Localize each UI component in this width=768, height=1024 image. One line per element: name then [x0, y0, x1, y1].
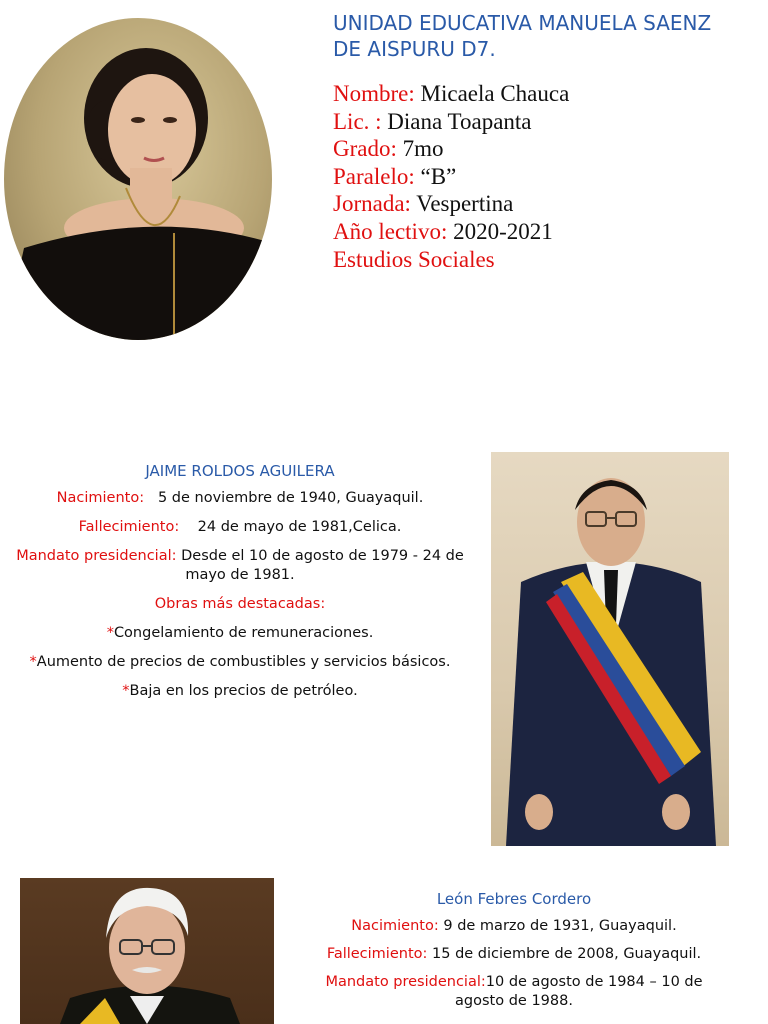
- jaime-work-item: [10, 653, 470, 672]
- info-label: Jornada:: [333, 191, 411, 217]
- jaime-works-heading: Obras más destacadas:: [154, 596, 326, 612]
- info-value: 2020-2021: [447, 218, 553, 244]
- leon-febres-cordero-section: [300, 890, 728, 1020]
- jaime-work-item: [10, 624, 470, 643]
- info-lic: [333, 108, 753, 136]
- birth-value: 9 de marzo de 1931, Guayaquil.: [438, 918, 677, 934]
- portrait-manuela-saenz: [4, 18, 272, 340]
- info-label: Año lectivo:: [333, 218, 448, 244]
- jaime-death: [10, 518, 470, 537]
- info-value: 7mo: [396, 136, 444, 162]
- death-label: Fallecimiento:: [78, 519, 180, 535]
- mandate-label: Mandato presidencial:: [16, 548, 177, 564]
- leon-death: [300, 945, 728, 964]
- birth-label: Nacimiento:: [351, 918, 439, 934]
- work-text: Aumento de precios de combustibles y servicios básicos.: [36, 654, 451, 670]
- leon-birth: [300, 917, 728, 936]
- death-label: Fallecimiento:: [326, 946, 428, 962]
- death-value: 24 de mayo de 1981,Celica.: [197, 519, 402, 535]
- work-text: Baja en los precios de petróleo.: [129, 683, 358, 699]
- death-value: 15 de diciembre de 2008, Guayaquil.: [427, 946, 702, 962]
- info-value: Vespertina: [410, 191, 514, 217]
- birth-value: 5 de noviembre de 1940, Guayaquil.: [157, 490, 424, 506]
- info-ano-lectivo: [333, 218, 753, 246]
- bullet-asterisk: *: [106, 625, 114, 641]
- portrait-illustration: [491, 452, 729, 846]
- info-label: Paralelo:: [333, 163, 415, 189]
- mandate-label: Mandato presidencial:: [325, 974, 486, 990]
- leon-mandate: [300, 973, 728, 1011]
- info-jornada: [333, 190, 753, 218]
- jaime-name: JAIME ROLDOS AGUILERA: [145, 462, 335, 480]
- jaime-work-item: [10, 682, 470, 701]
- portrait-illustration: [20, 878, 274, 1024]
- info-label: Lic. :: [333, 108, 382, 134]
- mandate-value: 10 de agosto de 1984 – 10 de agosto de 1988.: [455, 974, 703, 1009]
- jaime-roldos-section: [10, 462, 470, 711]
- jaime-birth: [10, 489, 470, 508]
- bullet-asterisk: *: [122, 683, 130, 699]
- info-grado: [333, 135, 753, 163]
- school-title-line1: UNIDAD EDUCATIVA MANUELA SAENZ: [333, 11, 712, 35]
- info-label: Estudios Sociales: [333, 246, 495, 272]
- info-label: Nombre:: [333, 81, 415, 106]
- portrait-illustration: [4, 18, 272, 340]
- mandate-value: Desde el 10 de agosto de 1979 - 24 de mayo de 1981.: [176, 548, 464, 583]
- info-nombre: [333, 80, 753, 108]
- work-text: Congelamiento de remuneraciones.: [113, 625, 374, 641]
- jaime-mandate: [10, 547, 470, 585]
- info-value: Micaela Chauca: [414, 81, 570, 106]
- portrait-jaime-roldos: [491, 452, 729, 846]
- portrait-leon-febres-cordero: [20, 878, 274, 1024]
- school-title: [333, 10, 753, 62]
- info-paralelo: [333, 163, 753, 191]
- info-subject: [333, 246, 753, 274]
- school-title-line2: DE AISPURU D7.: [333, 37, 496, 61]
- info-value: Diana Toapanta: [381, 108, 532, 134]
- student-info: [333, 80, 753, 273]
- leon-name: León Febres Cordero: [436, 890, 592, 908]
- info-label: Grado:: [333, 136, 397, 162]
- info-value: “B”: [414, 163, 457, 189]
- birth-label: Nacimiento:: [56, 490, 145, 506]
- bullet-asterisk: *: [29, 654, 37, 670]
